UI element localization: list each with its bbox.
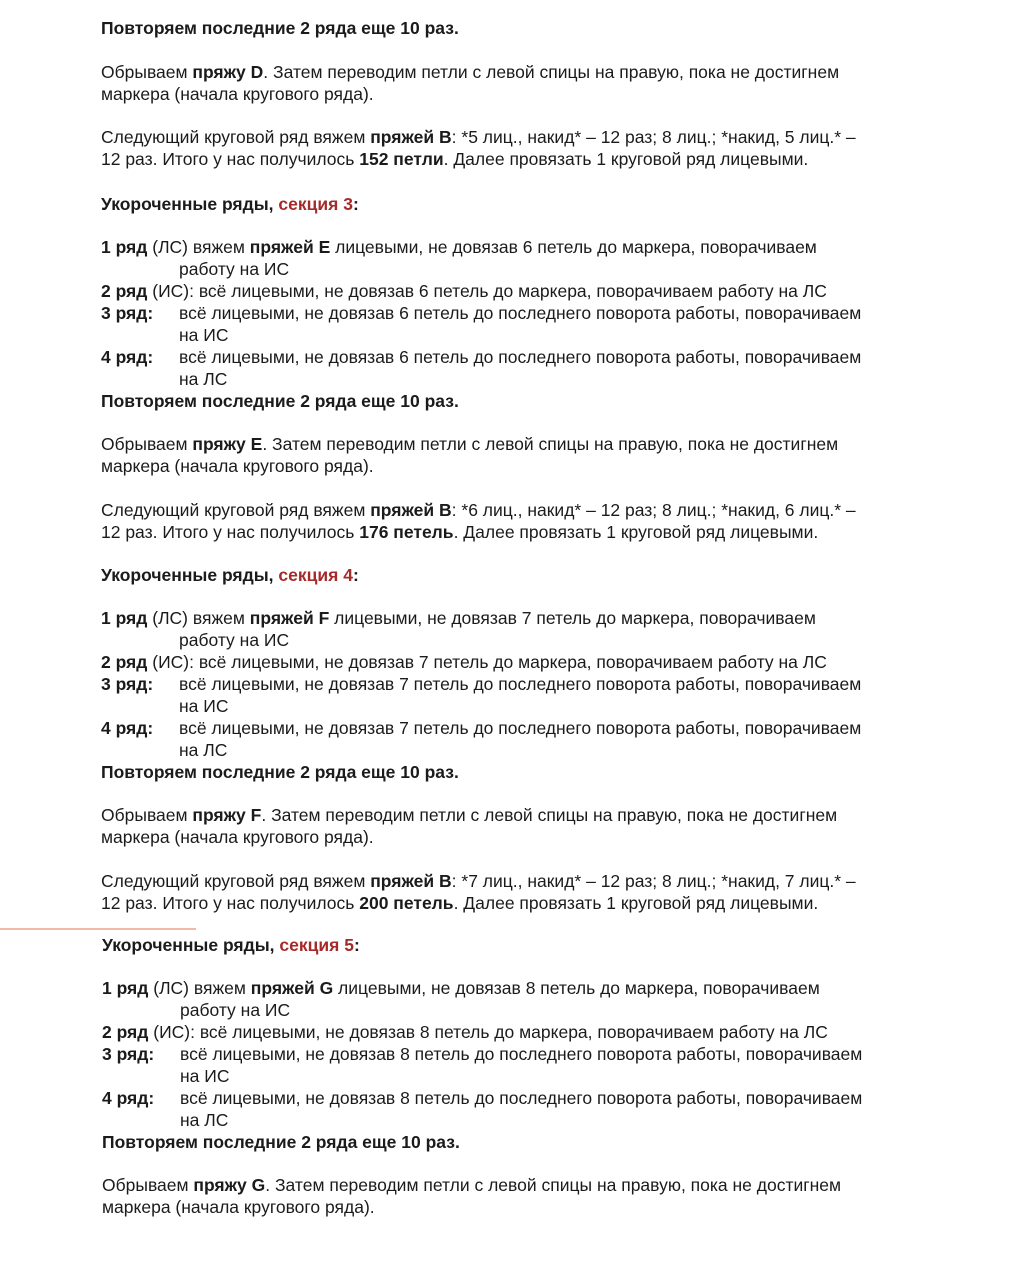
row-3-cont: на ИС <box>179 325 229 345</box>
row-4-label: 4 ряд: <box>102 1088 155 1108</box>
repeat-instruction: Повторяем последние 2 ряда еще 10 раз. <box>101 762 459 782</box>
row-3-text: всё лицевыми, не довязав 6 петель до последнего поворота работы, поворачиваем <box>179 303 862 323</box>
row-3-text: всё лицевыми, не довязав 7 петель до последнего поворота работы, поворачиваем <box>179 674 862 694</box>
break-yarn-text: Обрываем пряжу G. Затем переводим петли с левой спицы на правую, пока не достигнем <box>102 1175 842 1195</box>
scan-edge-line <box>0 928 196 930</box>
next-round-text: Следующий круговой ряд вяжем пряжей B: *6 лиц., накид* – 12 раз; 8 лиц.; *накид, 6 лиц.* – <box>101 500 856 520</box>
next-round-text: Следующий круговой ряд вяжем пряжей B: *7 лиц., накид* – 12 раз; 8 лиц.; *накид, 7 лиц.* – <box>101 871 856 891</box>
row-1: 1 ряд (ЛС) вяжем пряжей F лицевыми, не довязав 7 петель до маркера, поворачиваем <box>101 608 816 628</box>
row-2: 2 ряд (ИС): всё лицевыми, не довязав 7 петель до маркера, поворачиваем работу на ЛС <box>101 652 827 672</box>
row-4-text: всё лицевыми, не довязав 7 петель до последнего поворота работы, поворачиваем <box>179 718 862 738</box>
section-title: Укороченные ряды, секция 5: <box>102 935 360 955</box>
next-round-text-2: 12 раз. Итого у нас получилось 200 петель. Далее провязать 1 круговой ряд лицевыми. <box>101 893 819 913</box>
row-4-cont: на ЛС <box>179 740 228 760</box>
row-1-cont: работу на ИС <box>179 259 290 279</box>
break-yarn-text: Обрываем пряжу F. Затем переводим петли с левой спицы на правую, пока не достигнем <box>101 805 838 825</box>
break-yarn-text-2: маркера (начала кругового ряда). <box>101 84 374 104</box>
row-4-text: всё лицевыми, не довязав 6 петель до последнего поворота работы, поворачиваем <box>179 347 862 367</box>
row-4-cont: на ЛС <box>179 369 228 389</box>
row-3-cont: на ИС <box>179 696 229 716</box>
repeat-instruction: Повторяем последние 2 ряда еще 10 раз. <box>102 1132 460 1152</box>
break-yarn-text: Обрываем пряжу E. Затем переводим петли с левой спицы на правую, пока не достигнем <box>101 434 839 454</box>
row-3-label: 3 ряд: <box>101 674 154 694</box>
row-4-cont: на ЛС <box>180 1110 229 1130</box>
repeat-instruction: Повторяем последние 2 ряда еще 10 раз. <box>101 391 459 411</box>
row-3-label: 3 ряд: <box>101 303 154 323</box>
section-title: Укороченные ряды, секция 4: <box>101 565 359 585</box>
row-1-cont: работу на ИС <box>180 1000 291 1020</box>
repeat-instruction: Повторяем последние 2 ряда еще 10 раз. <box>101 18 459 38</box>
break-yarn-text-2: маркера (начала кругового ряда). <box>102 1197 375 1217</box>
next-round-text-2: 12 раз. Итого у нас получилось 176 петель. Далее провязать 1 круговой ряд лицевыми. <box>101 522 819 542</box>
row-1: 1 ряд (ЛС) вяжем пряжей G лицевыми, не довязав 8 петель до маркера, поворачиваем <box>102 978 820 998</box>
section-title: Укороченные ряды, секция 3: <box>101 194 359 214</box>
break-yarn-text-2: маркера (начала кругового ряда). <box>101 827 374 847</box>
row-1-cont: работу на ИС <box>179 630 290 650</box>
row-4-label: 4 ряд: <box>101 347 154 367</box>
break-yarn-text: Обрываем пряжу D. Затем переводим петли с левой спицы на правую, пока не достигнем <box>101 62 840 82</box>
row-4-text: всё лицевыми, не довязав 8 петель до последнего поворота работы, поворачиваем <box>180 1088 863 1108</box>
next-round-text-2: 12 раз. Итого у нас получилось 152 петли. Далее провязать 1 круговой ряд лицевыми. <box>101 149 809 169</box>
row-1: 1 ряд (ЛС) вяжем пряжей E лицевыми, не довязав 6 петель до маркера, поворачиваем <box>101 237 817 257</box>
row-4-label: 4 ряд: <box>101 718 154 738</box>
break-yarn-text-2: маркера (начала кругового ряда). <box>101 456 374 476</box>
row-3-text: всё лицевыми, не довязав 8 петель до последнего поворота работы, поворачиваем <box>180 1044 863 1064</box>
row-3-label: 3 ряд: <box>102 1044 155 1064</box>
row-3-cont: на ИС <box>180 1066 230 1086</box>
next-round-text: Следующий круговой ряд вяжем пряжей B: *5 лиц., накид* – 12 раз; 8 лиц.; *накид, 5 лиц.* – <box>101 127 856 147</box>
row-2: 2 ряд (ИС): всё лицевыми, не довязав 6 петель до маркера, поворачиваем работу на ЛС <box>101 281 827 301</box>
row-2: 2 ряд (ИС): всё лицевыми, не довязав 8 петель до маркера, поворачиваем работу на ЛС <box>102 1022 828 1042</box>
